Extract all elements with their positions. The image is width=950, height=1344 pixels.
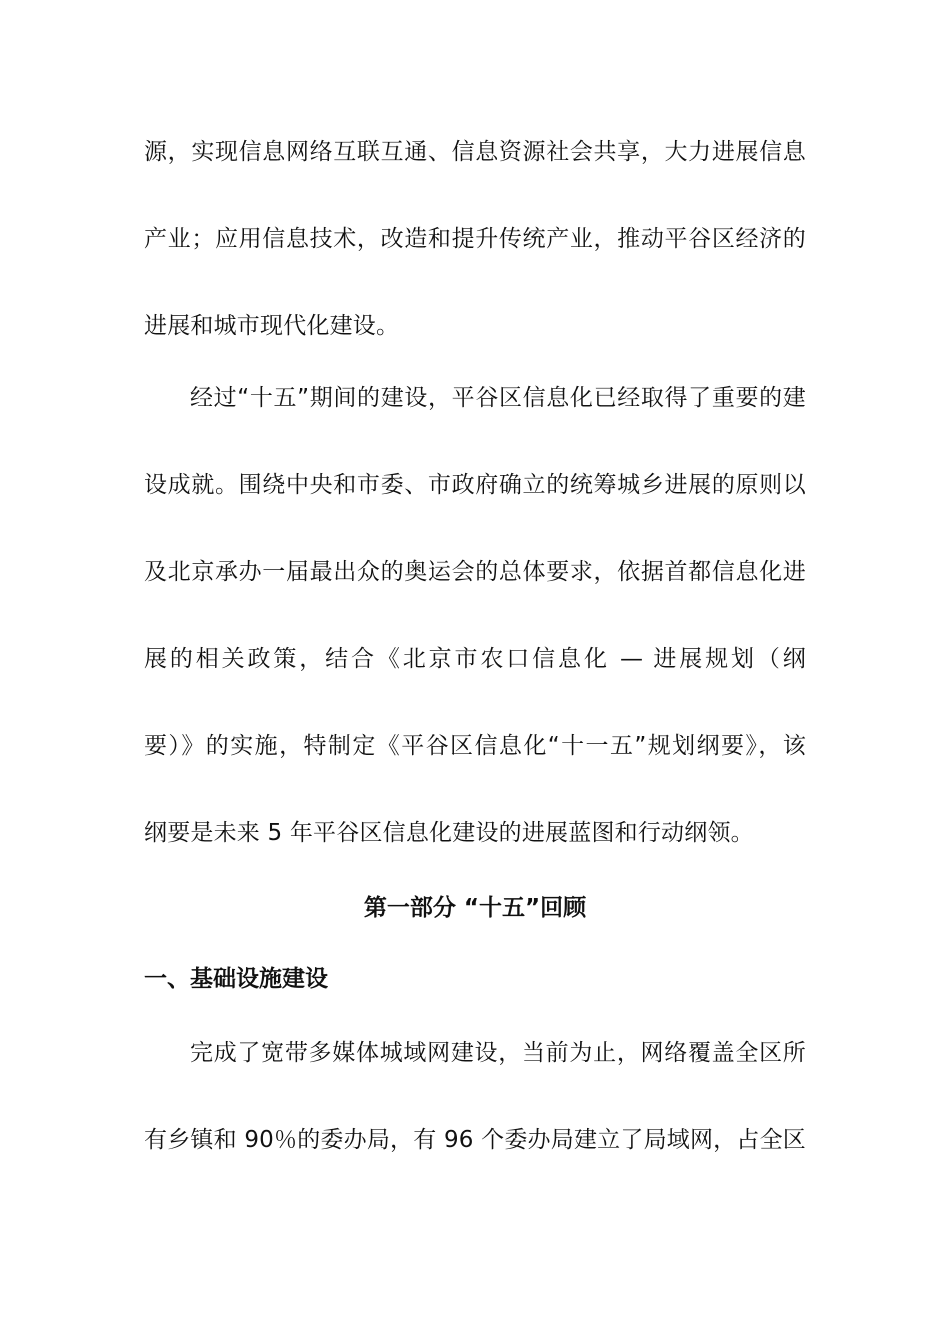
paragraph-line: 经过“十五”期间的建设，平谷区信息化已经取得了重要的建 (190, 385, 806, 411)
paragraph-line: 进展和城市现代化建设。 (144, 313, 400, 339)
section-heading: 一、基础设施建设 (144, 966, 328, 992)
part-heading: 第一部分 “十五”回顾 (363, 895, 587, 921)
paragraph-line: 纲要是未来 5 年平谷区信息化建设的进展蓝图和行动纲领。 (144, 820, 754, 846)
paragraph-line: 源，实现信息网络互联互通、信息资源社会共享，大力进展信息 (144, 139, 806, 165)
paragraph-line: 及北京承办一届最出众的奥运会的总体要求，依据首都信息化进 (144, 559, 806, 585)
paragraph-line: 产业；应用信息技术，改造和提升传统产业，推动平谷区经济的 (144, 226, 806, 252)
paragraph-line: 要）》的实施，特制定《平谷区信息化“十一五”规划纲要》，该 (144, 733, 806, 759)
paragraph-line: 有乡镇和 90％的委办局，有 96 个委办局建立了局域网，占全区 (144, 1127, 806, 1153)
paragraph-line: 完成了宽带多媒体城域网建设，当前为止，网络覆盖全区所 (190, 1040, 806, 1066)
paragraph-line: 展的相关政策，结合《北京市农口信息化 — 进展规划（纲 (144, 646, 806, 672)
paragraph-line: 设成就。围绕中央和市委、市政府确立的统筹城乡进展的原则以 (144, 472, 806, 498)
